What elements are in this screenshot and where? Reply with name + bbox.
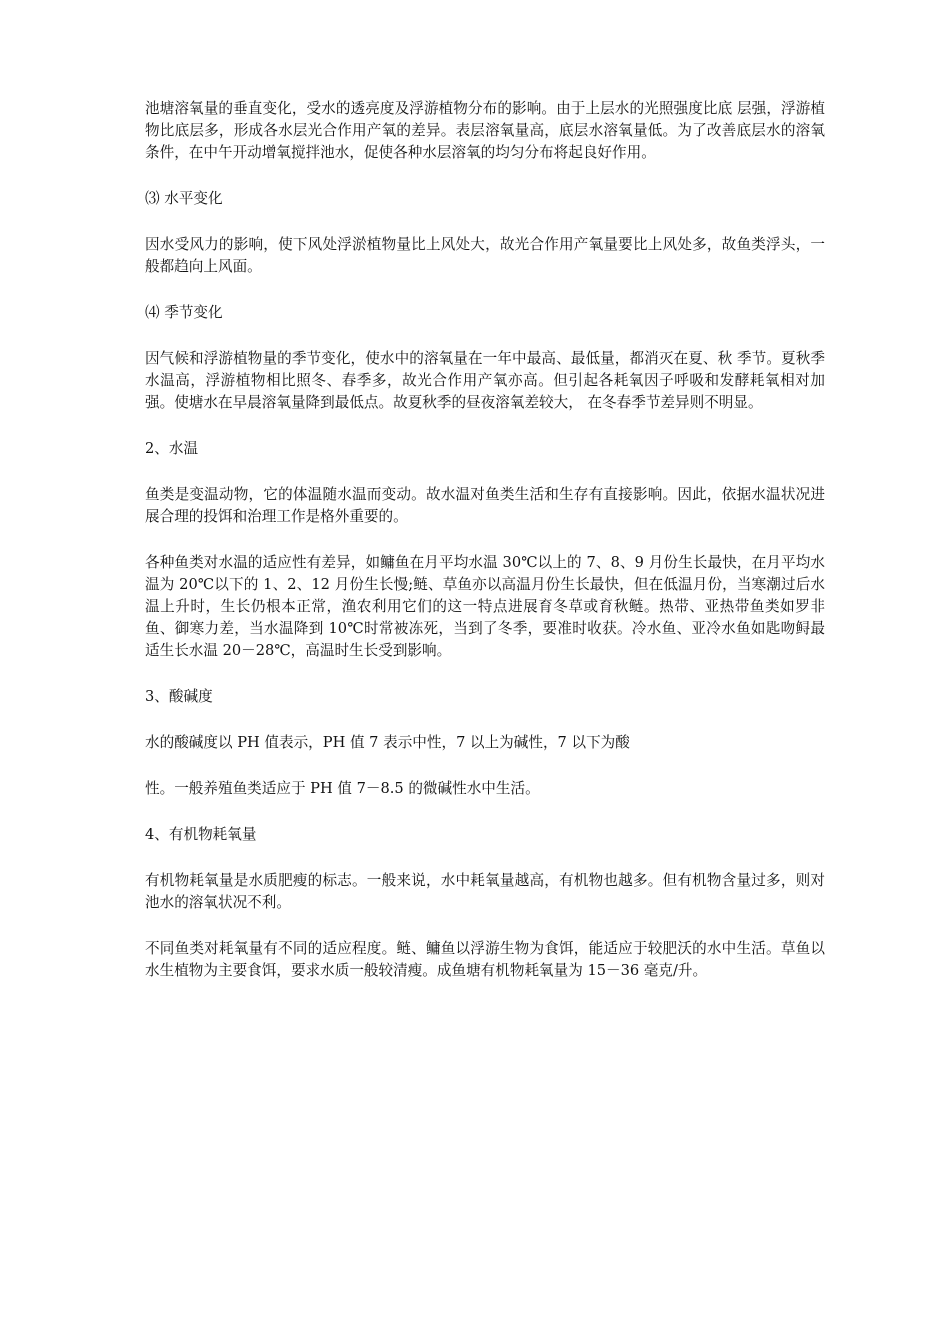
paragraph-horizontal-oxygen: 因水受风力的影响，使下风处浮淤植物量比上风处大，故光合作用产氧量要比上风处多，故鱼类浮头，一般都趋向上风面。 bbox=[145, 236, 825, 275]
heading-organic-oxygen: 4、有机物耗氧量 bbox=[145, 826, 257, 843]
paragraph-ph-definition: 水的酸碱度以 PH 值表示，PH 值 7 表示中性，7 以上为碱性，7 以下为酸 bbox=[145, 734, 630, 751]
heading-water-temperature: 2、水温 bbox=[145, 440, 199, 457]
paragraph-seasonal-oxygen: 因气候和浮游植物量的季节变化，使水中的溶氧量在一年中最高、最低量，都消灭在夏、秋 季节。夏秋季水温高，浮游植物相比照冬、春季多，故光合作用产氧亦高。但引起各耗氧因子呼吸和发酵耗氧相对加强。使塘水在早晨溶氧量降到最低点。故夏秋季的昼夜溶氧差较大， 在冬春季节差异则不明显。 bbox=[145, 350, 825, 411]
paragraph-ph-suitable: 性。一般养殖鱼类适应于 PH 值 7－8.5 的微碱性水中生活。 bbox=[145, 780, 540, 797]
heading-seasonal-change: ⑷ 季节变化 bbox=[145, 304, 223, 321]
paragraph-temperature-adaptation: 各种鱼类对水温的适应性有差异，如鳙鱼在月平均水温 30℃以上的 7、8、9 月份生长最快，在月平均水温为 20℃以下的 1、2、12 月份生长慢;鲢、草鱼亦以高温月份生长最快，但在低温月份，当寒潮过后水温上升时，生长仍根本正常，渔农利用它们的这一特点进展育冬草或育秋鲢。热带、亚热带鱼类如罗非鱼、御寒力差，当水温降到 10℃时常被冻死，当到了冬季，要准时收获。冷水鱼、亚冷水鱼如匙吻鲟最适生长水温 20－28℃，高温时生长受到影响。 bbox=[145, 554, 825, 659]
document-page bbox=[145, 98, 825, 1006]
paragraph-vertical-oxygen: 池塘溶氧量的垂直变化，受水的透亮度及浮游植物分布的影响。由于上层水的光照强度比底 层强，浮游植物比底层多，形成各水层光合作用产氧的差异。表层溶氧量高，底层水溶氧量低。为了改善底层水的溶氧条件，在中午开动增氧搅拌池水，促使各种水层溶氧的均匀分布将起良好作用。 bbox=[145, 100, 825, 161]
paragraph-temperature-intro: 鱼类是变温动物，它的体温随水温而变动。故水温对鱼类生活和生存有直接影响。因此，依据水温状况进展合理的投饵和治理工作是格外重要的。 bbox=[145, 486, 825, 525]
paragraph-organic-adaptation: 不同鱼类对耗氧量有不同的适应程度。鲢、鳙鱼以浮游生物为食饵，能适应于较肥沃的水中生活。草鱼以水生植物为主要食饵，要求水质一般较清瘦。成鱼塘有机物耗氧量为 15－36 毫克/升。 bbox=[145, 940, 825, 979]
heading-ph: 3、酸碱度 bbox=[145, 688, 213, 705]
heading-horizontal-change: ⑶ 水平变化 bbox=[145, 190, 223, 207]
paragraph-organic-intro: 有机物耗氧量是水质肥瘦的标志。一般来说，水中耗氧量越高，有机物也越多。但有机物含量过多，则对池水的溶氧状况不利。 bbox=[145, 872, 825, 911]
